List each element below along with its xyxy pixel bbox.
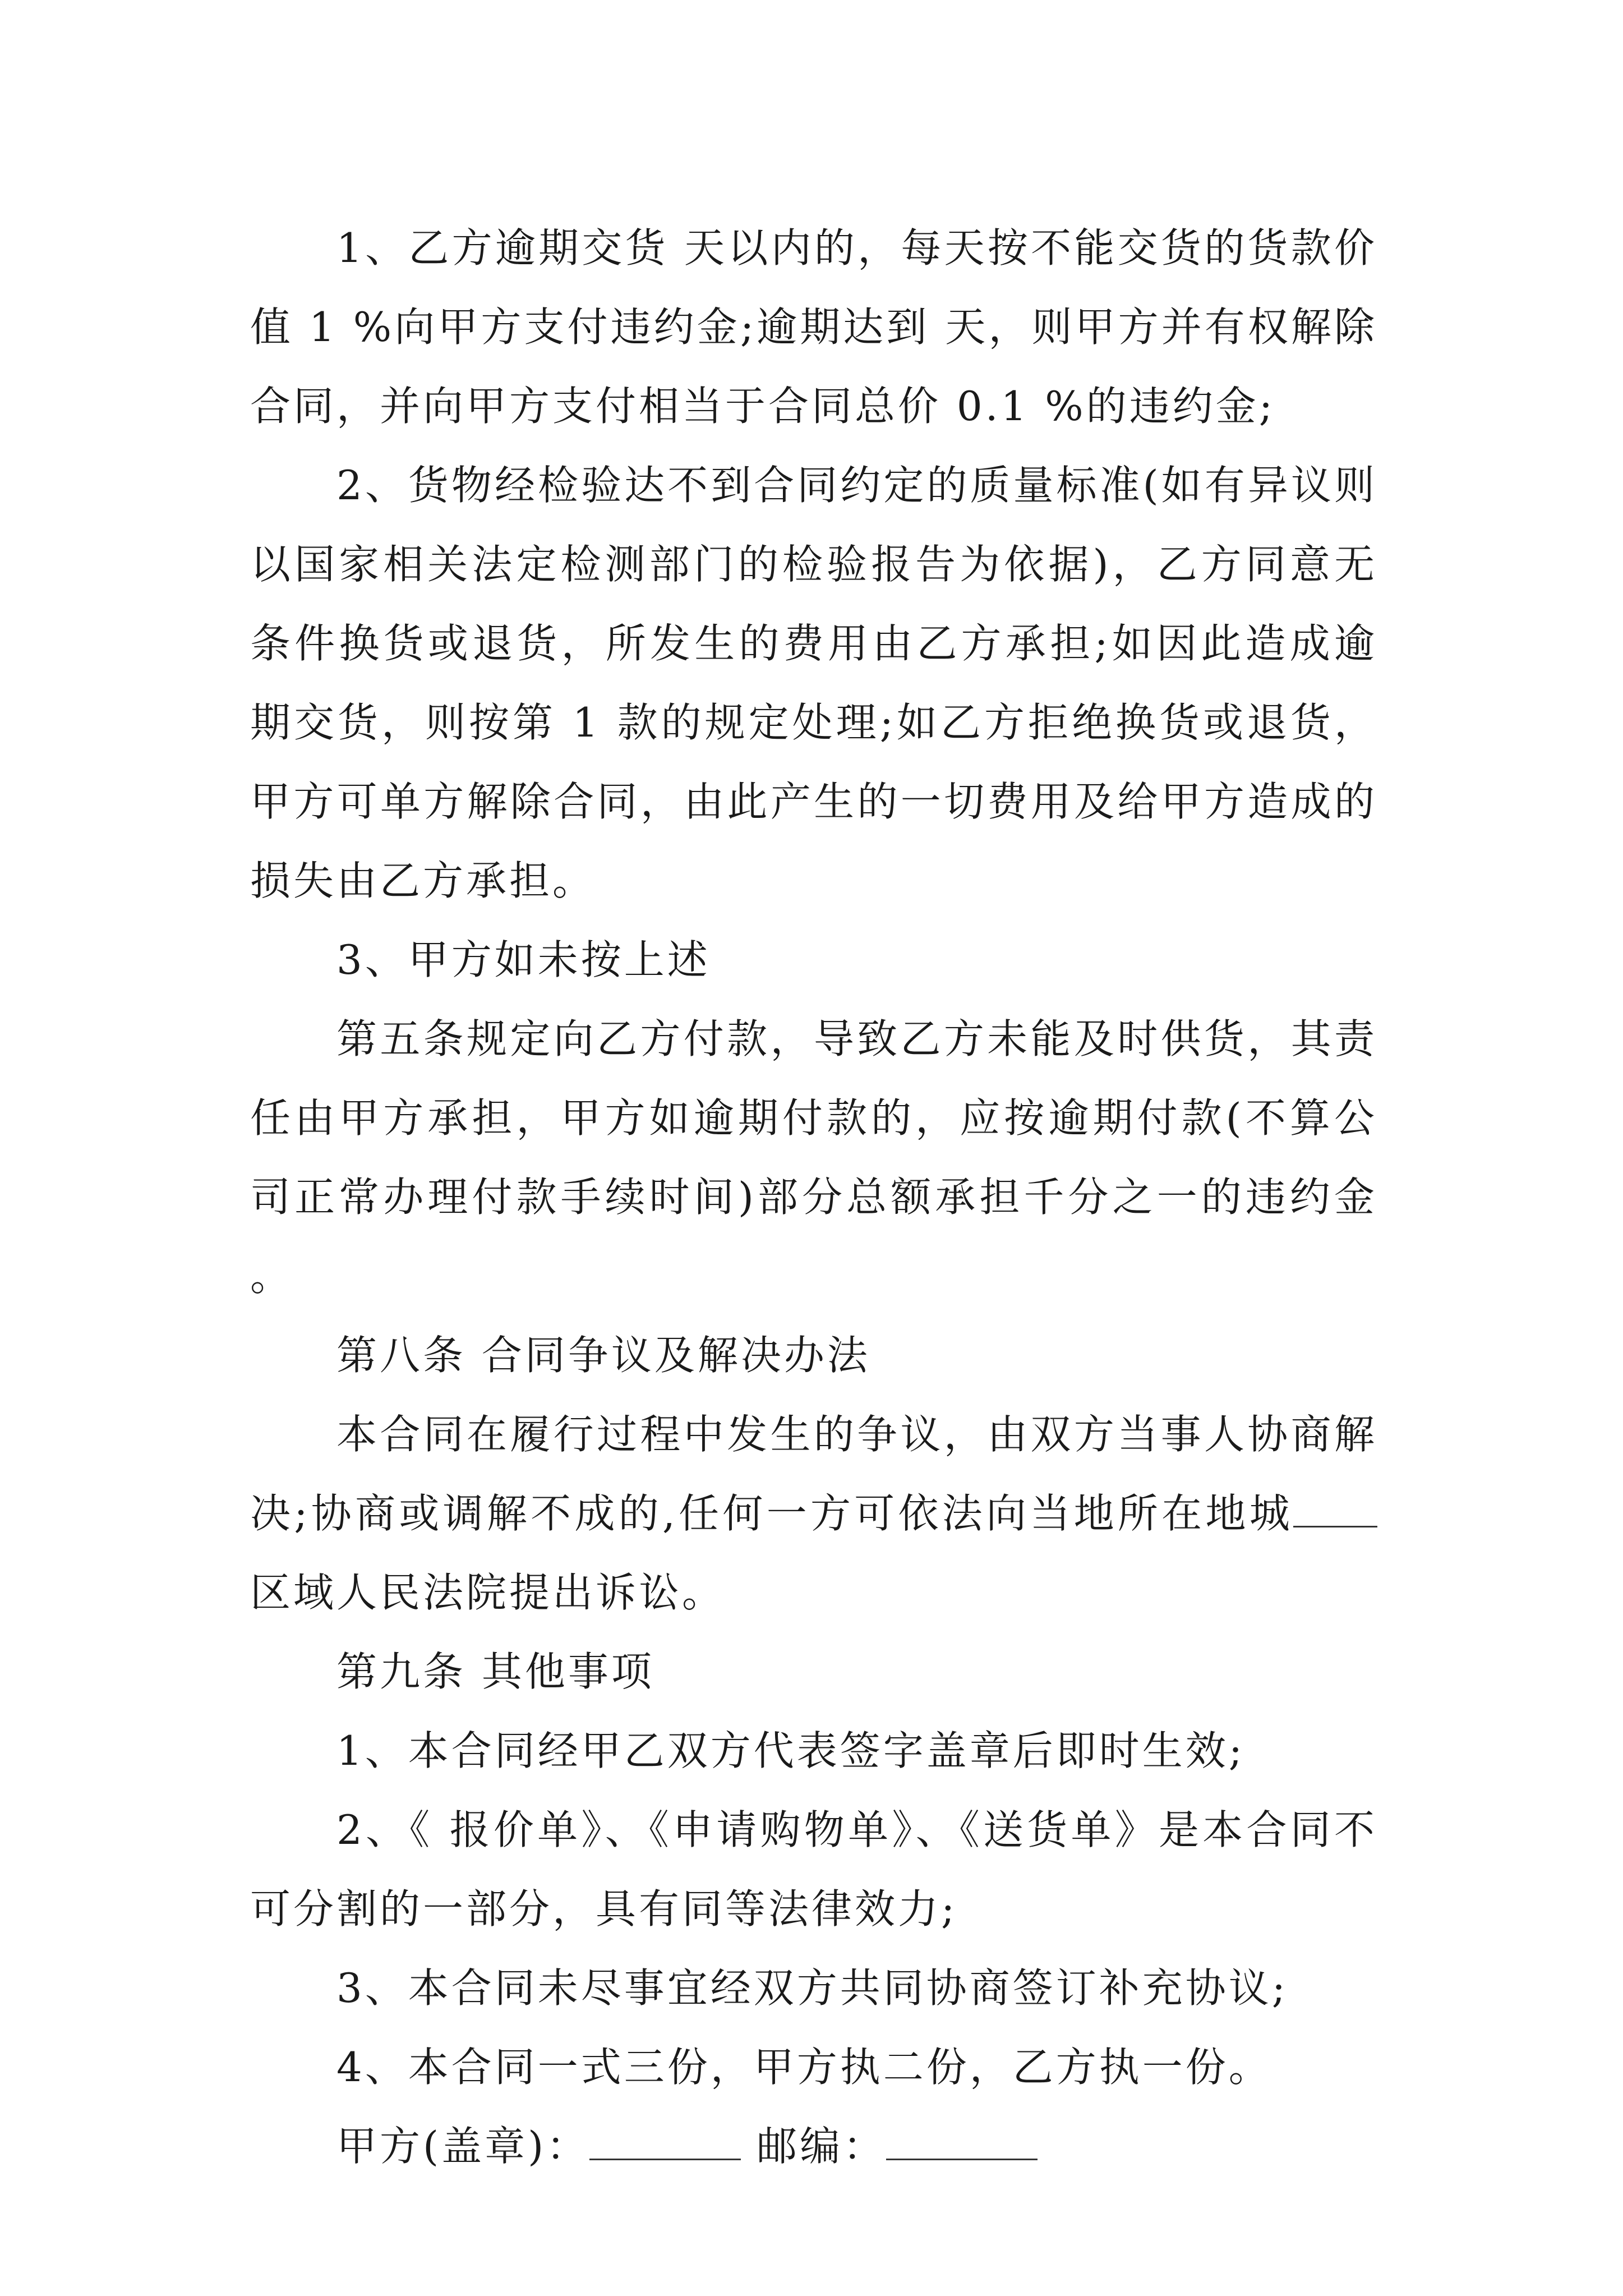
- dispute-text: 本合同在履行过程中发生的争议，由双方当事人协商解决;协商或调解不成的,任何一方可依法向当地所在地城: [250, 1411, 1377, 1537]
- postcode-blank: [886, 2125, 1038, 2160]
- article-nine-heading: 第九条 其他事项: [336, 1648, 654, 1695]
- clause-article-five: 第五条规定向乙方付款，导致乙方未能及时供货，其责任由甲方承担，甲方如逾期付款的，应按逾期付款(不算公司正常办理付款手续时间)部分总额承担千分之一的违约金。: [250, 1015, 1377, 1300]
- court-blank: [1293, 1492, 1377, 1527]
- document-body: [250, 209, 1377, 2186]
- postcode-label: 邮编：: [757, 2123, 887, 2170]
- party-a-seal-label: 甲方(盖章)：: [336, 2123, 590, 2170]
- clause-quality-standard: 2、货物经检验达不到合同约定的质量标准(如有异议则以国家相关法定检测部门的检验报告为依据)，乙方同意无条件换货或退货，所发生的费用由乙方承担;如因此造成逾期交货，则按第 1 款的规定处理;如乙方拒绝换货或退货，甲方可单方解除合同，由此产生的一切费用及给甲方造成的损失由乙方承担。: [250, 462, 1377, 904]
- dispute-text-end: 区域人民法院提出诉讼。: [250, 1569, 726, 1616]
- clause-late-delivery: 1、乙方逾期交货 天以内的，每天按不能交货的货款价值 1 %向甲方支付违约金;逾期达到 天，则甲方并有权解除合同，并向甲方支付相当于合同总价 0.1 %的违约金;: [250, 224, 1377, 430]
- clause-party-a-payment: 3、甲方如未按上述: [336, 936, 711, 983]
- clause-dispute-resolution: [250, 1395, 1377, 1632]
- signature-line: [250, 2107, 1377, 2186]
- clause-effective: 1、本合同经甲乙双方代表签字盖章后即时生效;: [336, 1727, 1246, 1774]
- clause-supplement: 3、本合同未尽事宜经双方共同协商签订补充协议;: [336, 1964, 1289, 2012]
- article-eight-heading: 第八条 合同争议及解决办法: [336, 1332, 870, 1379]
- clause-copies: 4、本合同一式三份，甲方执二份，乙方执一份。: [336, 2044, 1272, 2091]
- party-a-seal-blank: [589, 2125, 741, 2160]
- clause-attachments: 2、《 报价单》、《申请购物单》、《送货单》是本合同不可分割的一部分，具有同等法律效力;: [250, 1806, 1377, 1932]
